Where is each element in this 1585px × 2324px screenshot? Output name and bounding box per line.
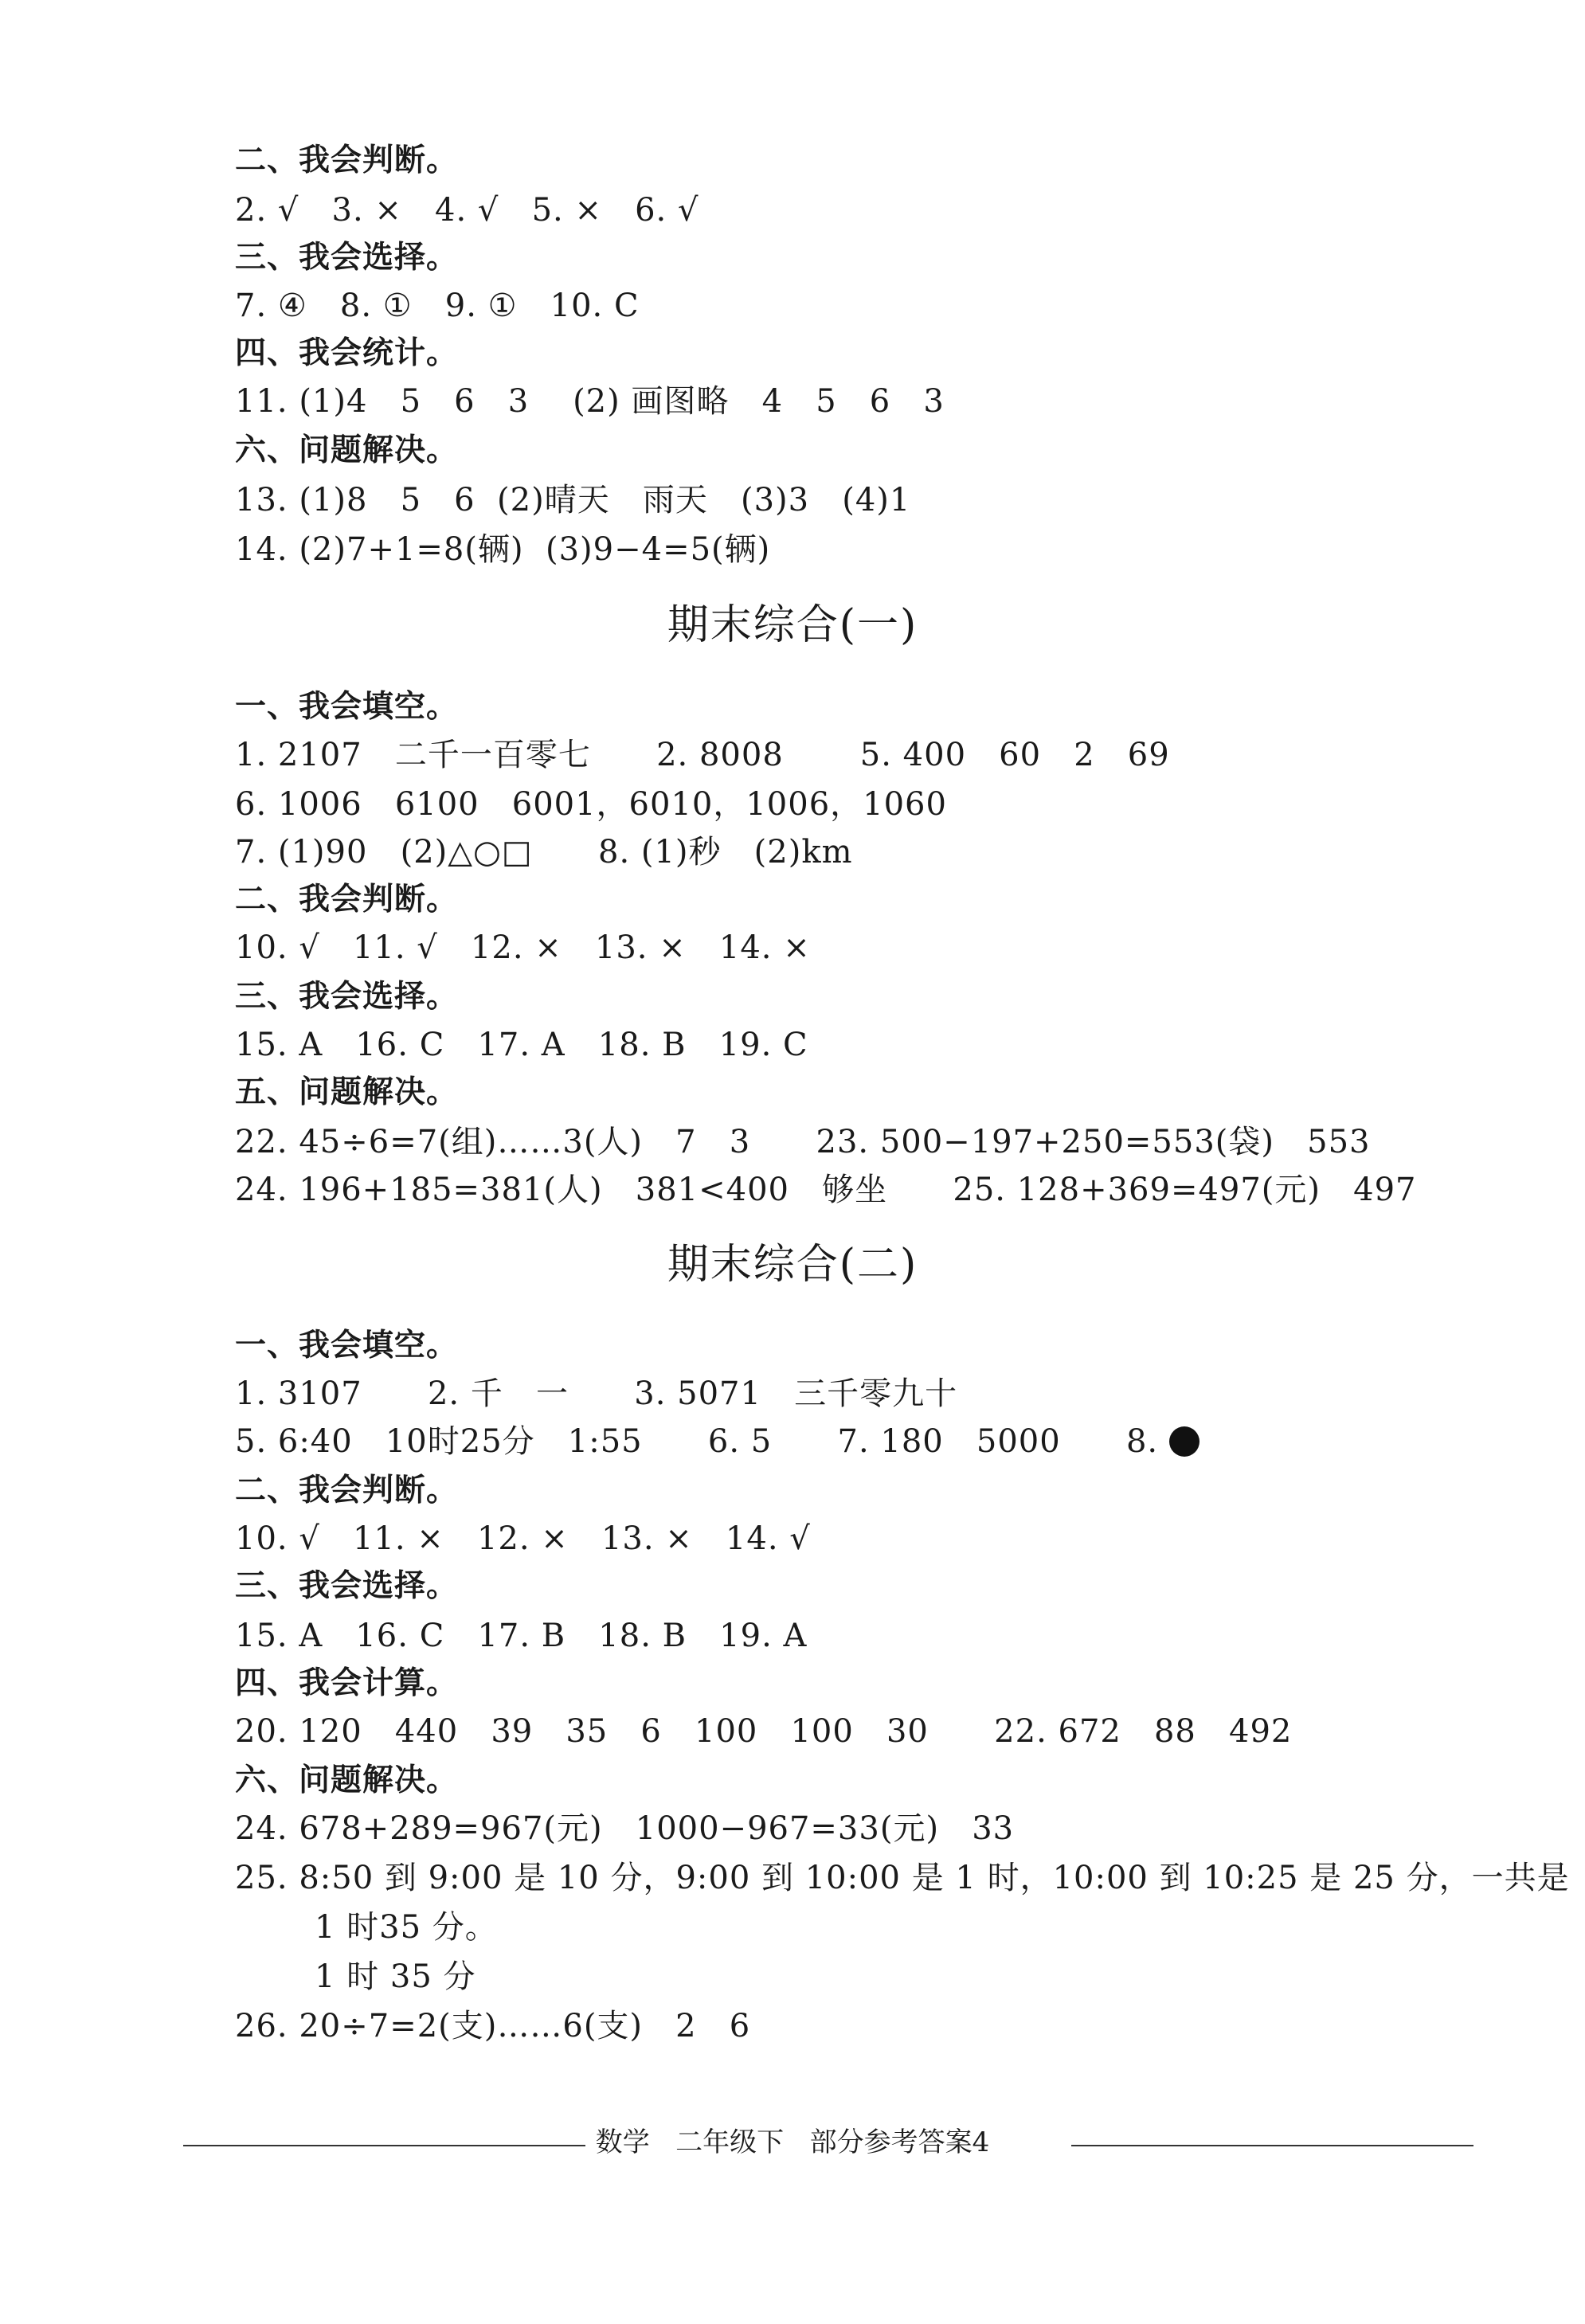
heading-solve: 六、问题解决。 xyxy=(235,1763,459,1798)
answer-line-judge: 2. √ 3. × 4. √ 5. × 6. √ xyxy=(235,192,699,229)
heading-judge: 二、我会判断。 xyxy=(235,1473,459,1508)
heading-solve: 五、问题解决。 xyxy=(235,1074,459,1110)
section-title-final-1: 期末综合(一) xyxy=(667,601,918,649)
heading-fill: 一、我会填空。 xyxy=(235,689,459,725)
page-footer: 数学 二年级下 部分参考答案4 xyxy=(595,2126,990,2158)
heading-judge: 二、我会判断。 xyxy=(235,143,459,178)
heading-fill: 一、我会填空。 xyxy=(235,1328,459,1363)
answer-line-fill-1: 1. 2107 二千一百零七 2. 8008 5. 400 60 2 69 xyxy=(235,737,1170,773)
answer-line-fill-3: 7. (1)90 (2)△○□ 8. (1)秒 (2)km xyxy=(235,834,853,871)
answer-line-stats: 11. (1)4 5 6 3 (2) 画图略 4 5 6 3 xyxy=(235,383,945,420)
answer-line-solve-26: 26. 20÷7=2(支)……6(支) 2 6 xyxy=(235,2008,751,2044)
heading-choose: 三、我会选择。 xyxy=(235,240,459,276)
answer-line-fill-2: 6. 1006 6100 6001，6010，1006，1060 xyxy=(235,786,947,823)
heading-stats: 四、我会统计。 xyxy=(235,335,459,371)
answer-line-fill-2 xyxy=(235,1418,1200,1465)
section-title-final-2: 期末综合(二) xyxy=(667,1241,918,1289)
answer-line-choose: 7. ④ 8. ① 9. ① 10. C xyxy=(235,288,640,324)
answer-line-solve-24-25: 24. 196+185=381(人) 381<400 够坐 25. 128+369=497(元) 497 xyxy=(235,1172,1417,1208)
answer-line-judge: 10. √ 11. × 12. × 13. × 14. √ xyxy=(235,1520,811,1557)
answer-line-choose: 15. A 16. C 17. B 18. B 19. A xyxy=(235,1618,808,1654)
answer-line-solve-25-answer: 1 时 35 分 xyxy=(315,1958,476,1995)
answer-line-solve-22-23: 22. 45÷6=7(组)……3(人) 7 3 23. 500−197+250=553(袋) 553 xyxy=(235,1124,1371,1160)
heading-choose: 三、我会选择。 xyxy=(235,1568,459,1604)
answer-line-solve-25: 25. 8:50 到 9:00 是 10 分，9:00 到 10:00 是 1 时，10:00 到 10:25 是 25 分，一共是 xyxy=(235,1860,1570,1896)
heading-solve: 六、问题解决。 xyxy=(235,432,459,468)
answer-line-choose: 15. A 16. C 17. A 18. B 19. C xyxy=(235,1027,808,1063)
black-dot-icon xyxy=(1169,1426,1200,1457)
answer-line-solve-25-cont: 1 时35 分。 xyxy=(315,1909,498,1946)
answer-line-calc: 20. 120 440 39 35 6 100 100 30 22. 672 88 492 xyxy=(235,1713,1293,1750)
fill-2-text: 5. 6:40 10时25分 1:55 6. 5 7. 180 5000 8. xyxy=(235,1423,1159,1460)
answer-line-fill-1: 1. 3107 2. 千 一 3. 5071 三千零九十 xyxy=(235,1375,958,1412)
heading-calc: 四、我会计算。 xyxy=(235,1665,459,1701)
heading-choose: 三、我会选择。 xyxy=(235,979,459,1015)
answer-line-judge: 10. √ 11. √ 12. × 13. × 14. × xyxy=(235,929,811,966)
heading-judge: 二、我会判断。 xyxy=(235,882,459,917)
footer-rule-right xyxy=(1071,2145,1473,2146)
answer-line-solve-13: 13. (1)8 5 6 (2)晴天 雨天 (3)3 (4)1 xyxy=(235,482,911,518)
answer-line-solve-14: 14. (2)7+1=8(辆) (3)9−4=5(辆) xyxy=(235,531,771,568)
answer-line-solve-24: 24. 678+289=967(元) 1000−967=33(元) 33 xyxy=(235,1810,1015,1847)
